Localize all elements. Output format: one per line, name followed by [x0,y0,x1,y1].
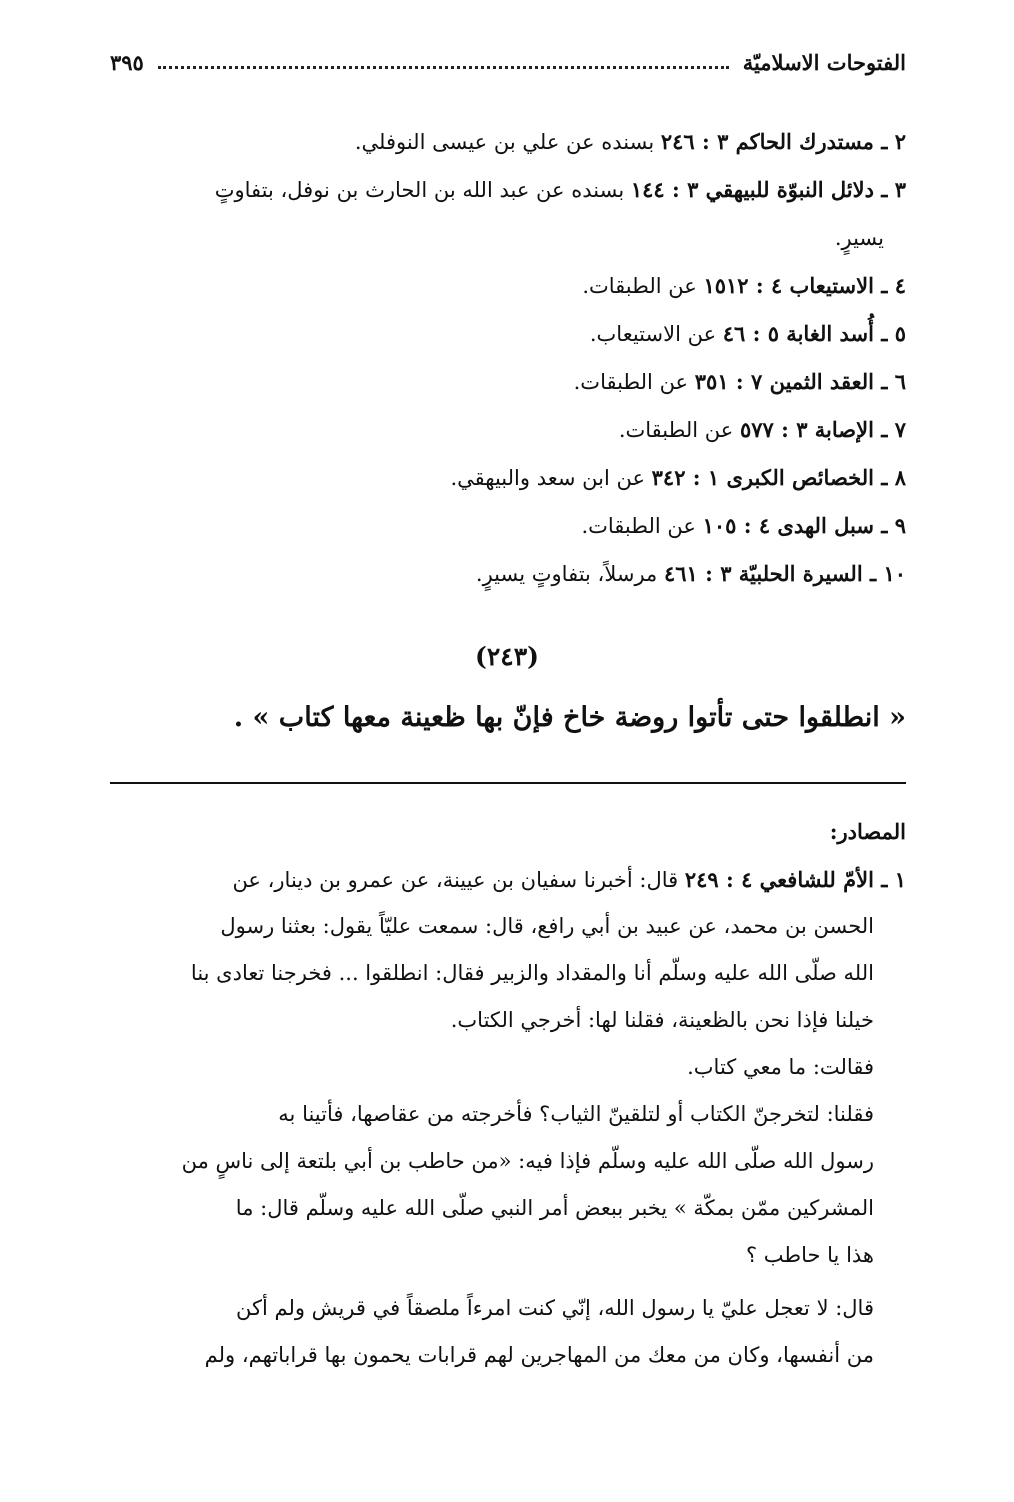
source-text-line: خيلنا فإذا نحن بالظعينة، فقلنا لها: أخرجي الكتاب. [450,1008,874,1032]
source-line: ٧ ـ الإصابة ٣ : ٥٧٧ عن الطبقات. [618,417,906,442]
divider-rule [110,782,906,784]
source-text-line: رسول الله صلّى الله عليه وسلّم فإذا فيه: «من حاطب بن أبي بلتعة إلى ناسٍ من [181,1149,874,1173]
source-text-line: الحسن بن محمد، عن عبيد بن أبي رافع، قال: سمعت عليّاً يقول: بعثنا رسول [220,914,874,938]
source-line: ٤ ـ الاستيعاب ٤ : ١٥١٢ عن الطبقات. [582,273,906,298]
source-line: ٦ ـ العقد الثمين ٧ : ٣٥١ عن الطبقات. [573,369,906,394]
source-line: ٩ ـ سبل الهدى ٤ : ١٠٥ عن الطبقات. [581,513,906,538]
source-paragraph [110,856,906,1379]
source-text-line: من أنفسها، وكان من معك من المهاجرين لهم قرابات يحمون بها قراباتهم، ولم [204,1343,874,1367]
source-text-line: قال: لا تعجل عليّ يا رسول الله، إنّي كنت امرءاً ملصقاً في قريش ولم أكن [236,1296,874,1320]
source-line: ١٠ ـ السيرة الحلبيّة ٣ : ٤٦١ مرسلاً، بتفاوتٍ يسيرٍ. [475,561,906,586]
leader-dots [158,66,729,69]
source-line: ٢ ـ مستدرك الحاكم ٣ : ٢٤٦ بسنده عن علي بن عيسى النوفلي. [354,129,906,154]
previous-sources-list [110,118,906,598]
source-line: ٨ ـ الخصائص الكبرى ١ : ٣٤٢ عن ابن سعد والبيهقي. [450,465,906,490]
source-line: ٥ ـ أُسد الغابة ٥ : ٤٦ عن الاستيعاب. [589,321,906,346]
source-text-line: فقلنا: لتخرجنّ الكتاب أو لتلقينّ الثياب؟ فأخرجته من عقاصها، فأتينا به [278,1102,874,1126]
source-text-line: فقالت: ما معي كتاب. [687,1055,874,1079]
page-number: ٣٩٥ [110,49,144,75]
running-title: الفتوحات الاسلاميّة [742,49,906,75]
source-text-line: هذا يا حاطب ؟ [745,1243,874,1267]
source-line: يسيرٍ. [834,226,884,250]
source-text-line: ١ ـ الأمّ للشافعي ٤ : ٢٤٩ قال: أخبرنا سفيان بن عيينة، عن عمرو بن دينار، عن [232,867,906,892]
source-line: ٣ ـ دلائل النبوّة للبيهقي ٣ : ١٤٤ بسنده عن عبد الله بن الحارث بن نوفل، بتفاوتٍ [214,177,906,202]
hadith-text: « انطلقوا حتى تأتوا روضة خاخ فإنّ بها ظعينة معها كتاب » . [233,702,906,733]
hadith-number: (٢٤٣) [475,642,539,671]
source-text-line: المشركين ممّن بمكّة » يخبر ببعض أمر النبي صلّى الله عليه وسلّم قال: ما [235,1196,874,1220]
sources-heading: المصادر: [829,819,906,844]
source-text-line: الله صلّى الله عليه وسلّم أنا والمقداد والزبير فقال: انطلقوا ... فخرجنا تعادى بنا [190,961,874,985]
running-header [110,42,906,82]
sources-section [110,808,906,1379]
